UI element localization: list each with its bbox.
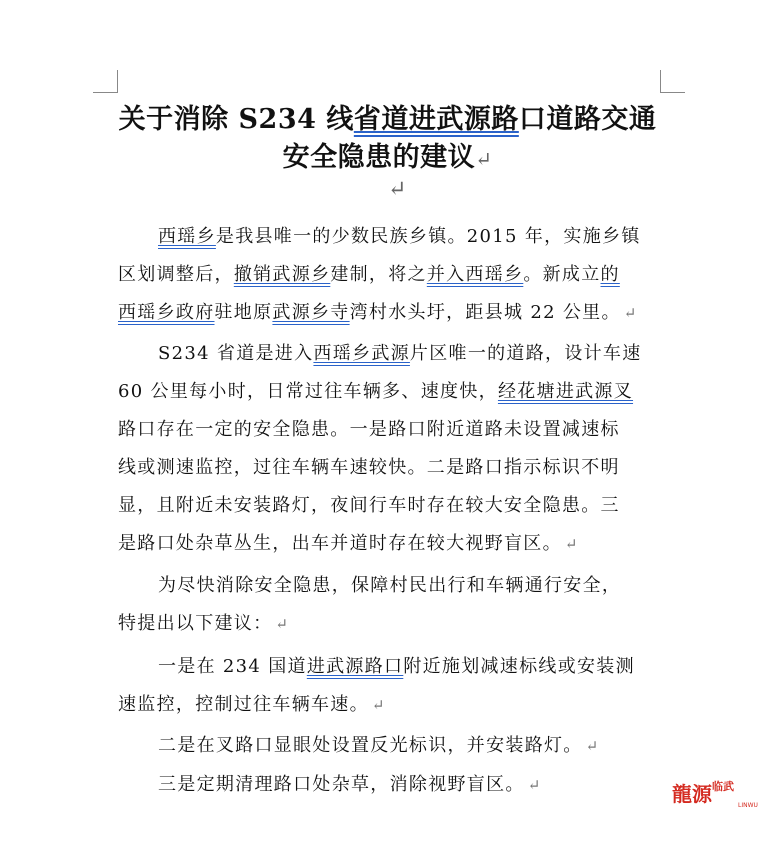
document-title-line-1: 关于消除 S234 线省道进武源路口道路交通: [118, 104, 657, 135]
paragraph-1-line-3: 西瑶乡政府驻地原武源乡寺湾村水头圩，距县城 22 公里。 ↵: [118, 302, 638, 323]
blank-paragraph-mark: ↵: [388, 177, 407, 202]
paragraph-2-line-6: 是路口处杂草丛生，出车并道时存在较大视野盲区。 ↵: [118, 533, 579, 554]
paragraph-2-line-5: 显，且附近未安装路灯，夜间行车时存在较大安全隐患。三: [118, 495, 620, 516]
crop-mark-top-left: [93, 70, 118, 93]
paragraph-3-line-1: 为尽快消除安全隐患，保障村民出行和车辆通行安全，: [158, 575, 622, 596]
paragraph-2-line-3: 路口存在一定的安全隐患。一是路口附近道路未设置减速标: [118, 419, 620, 440]
paragraph-3-line-2: 特提出以下建议： ↵: [118, 613, 290, 634]
watermark-logo: 龍源$^{临武}$ LINWU: [672, 780, 758, 809]
paragraph-1-line-1: 西瑶乡是我县唯一的少数民族乡镇。2015 年，实施乡镇: [158, 226, 641, 247]
suggestion-1-line-2: 速监控，控制过往车辆车速。 ↵: [118, 694, 386, 715]
paragraph-2-line-1: S234 省道是进入西瑶乡武源片区唯一的道路，设计车速: [158, 343, 642, 364]
suggestion-3-line: 三是定期清理路口处杂草，消除视野盲区。 ↵: [158, 774, 542, 795]
suggestion-2-line: 二是在叉路口显眼处设置反光标识，并安装路灯。 ↵: [158, 735, 600, 756]
document-title-line-2: 安全隐患的建议↵: [282, 142, 493, 173]
suggestion-1-line-1: 一是在 234 国道进武源路口附近施划减速标线或安装测: [158, 656, 635, 677]
paragraph-2-line-2: 60 公里每小时，日常过往车辆多、速度快，经花塘进武源叉: [118, 381, 634, 402]
paragraph-2-line-4: 线或测速监控，过往车辆车速较快。二是路口指示标识不明: [118, 457, 620, 478]
paragraph-1-line-2: 区划调整后，撤销武源乡建制，将之并入西瑶乡。新成立的: [118, 264, 620, 285]
crop-mark-top-right: [660, 70, 685, 93]
